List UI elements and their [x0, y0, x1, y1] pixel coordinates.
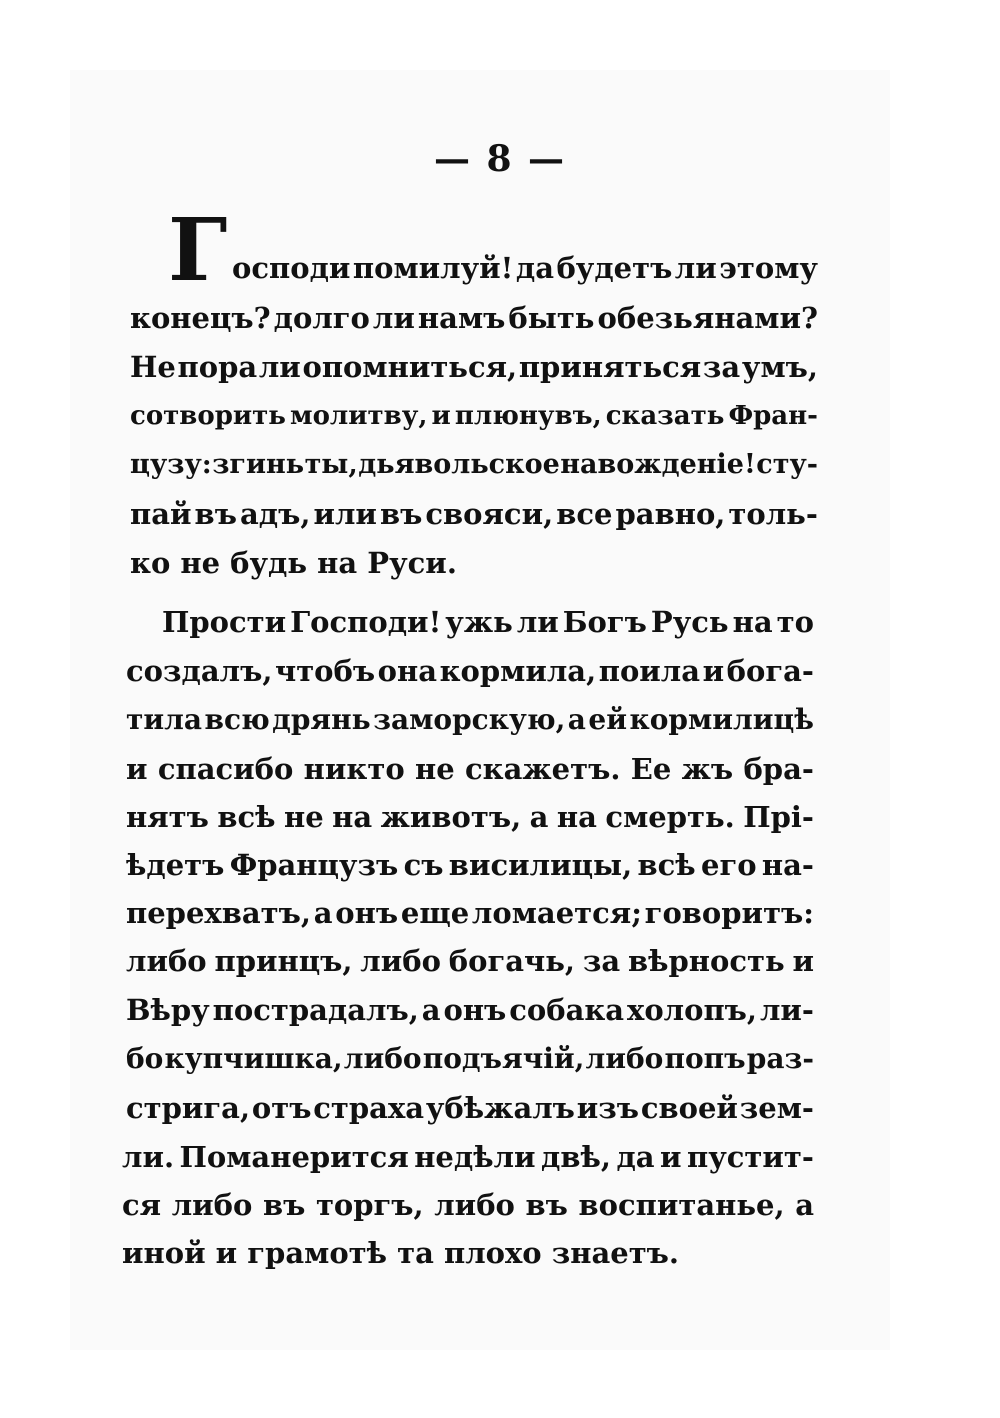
word: кормилицѣ	[629, 703, 814, 736]
word: и	[660, 1140, 682, 1174]
word: цузу:	[130, 449, 212, 480]
word: либо	[360, 944, 441, 978]
word: пустит-	[686, 1140, 814, 1174]
word: воспитанье,	[578, 1188, 785, 1222]
word: за	[582, 944, 621, 978]
word: животъ,	[380, 800, 522, 834]
word: ты,	[304, 449, 358, 480]
word: свояси,	[425, 497, 554, 531]
word: купчишка,	[164, 1042, 343, 1075]
word: приняться	[518, 350, 702, 384]
word: а	[795, 1188, 814, 1222]
word: жъ	[681, 752, 734, 786]
word: ли	[674, 251, 717, 285]
word: она	[377, 654, 438, 688]
word: умъ,	[741, 350, 818, 384]
word: долго	[273, 301, 370, 335]
word: конецъ?	[130, 301, 271, 335]
word: все	[556, 497, 613, 531]
word: да	[515, 251, 554, 285]
word: нятъ	[126, 800, 209, 834]
word: на	[556, 800, 597, 834]
word: недѣли	[414, 1140, 536, 1174]
word: згинь	[212, 449, 305, 480]
word: и	[126, 752, 148, 786]
word: на	[332, 800, 373, 834]
word: ли.	[122, 1140, 175, 1174]
word: Поманерится	[179, 1140, 409, 1174]
page-number: — 8 —	[433, 138, 567, 180]
word: осподи	[232, 251, 351, 285]
text-line	[126, 651, 814, 691]
text-line	[126, 1088, 814, 1128]
text-line	[126, 749, 814, 789]
word: и	[702, 654, 725, 688]
text-line	[126, 941, 814, 981]
word: намъ	[417, 301, 506, 335]
word: говоритъ:	[644, 896, 814, 930]
text-line	[126, 990, 814, 1030]
word: заморскую,	[373, 703, 566, 736]
word: всю	[204, 703, 270, 736]
word: раз-	[746, 1042, 814, 1075]
word: Фран-	[728, 401, 818, 431]
word: перехватъ,	[126, 896, 311, 930]
word: создалъ,	[126, 654, 273, 688]
word: на	[732, 605, 773, 639]
word: сказать	[605, 401, 725, 431]
word: будетъ	[556, 251, 673, 285]
text-line	[126, 1039, 814, 1079]
word: и	[431, 401, 451, 431]
word: Ее	[630, 752, 672, 786]
word: навожденіе!	[560, 449, 756, 480]
word: плюнувъ,	[454, 401, 602, 431]
word: своей	[640, 1091, 738, 1125]
text-line	[126, 700, 814, 740]
word: изъ	[576, 1091, 640, 1125]
text-line	[162, 602, 814, 642]
word: попъ	[664, 1042, 746, 1075]
word: а	[313, 896, 333, 930]
word: а	[421, 993, 441, 1027]
word: а	[567, 703, 586, 736]
word: Русь	[650, 605, 729, 639]
word: никто	[303, 752, 405, 786]
text-line	[130, 445, 818, 485]
word: стрига,	[126, 1091, 251, 1125]
text-line	[122, 1185, 814, 1225]
word: Не	[130, 350, 176, 384]
word: дрянь	[272, 703, 371, 736]
word: не	[283, 800, 324, 834]
word: ли	[258, 350, 301, 384]
word: ѣдетъ	[126, 848, 225, 882]
word: и	[792, 944, 814, 978]
word: либо	[171, 1188, 253, 1222]
word: бога-	[726, 654, 814, 688]
word: въ	[525, 1188, 568, 1222]
word: его	[701, 848, 757, 882]
word: Прі-	[743, 800, 814, 834]
word: пострадалъ,	[212, 993, 419, 1027]
word: да	[616, 1140, 655, 1174]
word: бра-	[743, 752, 814, 786]
text-line	[122, 1137, 814, 1177]
word: либо	[585, 1042, 664, 1075]
word: Господи!	[290, 605, 442, 639]
word: ли	[516, 605, 559, 639]
word: пай	[130, 497, 192, 531]
text-line	[130, 396, 818, 436]
word: сту-	[756, 449, 818, 480]
text-line	[130, 298, 818, 338]
word: пора	[177, 350, 258, 384]
word: убѣжалъ	[425, 1091, 575, 1125]
word: толь-	[728, 497, 818, 531]
word: въ	[379, 497, 423, 531]
word: а	[529, 800, 549, 834]
word: торгъ,	[315, 1188, 424, 1222]
text-line	[126, 797, 814, 837]
word: спасибо	[157, 752, 294, 786]
word: двѣ,	[541, 1140, 611, 1174]
word: Французъ	[229, 848, 399, 882]
word: принцъ,	[214, 944, 353, 978]
word: быть	[508, 301, 595, 335]
text-line	[232, 248, 818, 288]
text-line	[130, 347, 818, 387]
word: всѣ	[637, 848, 696, 882]
word: адъ,	[239, 497, 311, 531]
word: ужь	[445, 605, 513, 639]
text-line: иной и грамотѣ та плохо знаетъ.	[122, 1236, 680, 1270]
word: ей	[588, 703, 628, 736]
word: ли	[372, 301, 415, 335]
word: всѣ	[217, 800, 276, 834]
word: дьявольское	[358, 449, 560, 480]
word: богачь,	[448, 944, 576, 978]
word: не	[414, 752, 455, 786]
word: на-	[761, 848, 814, 882]
word: страха	[313, 1091, 425, 1125]
word: молитву,	[290, 401, 428, 431]
word: либо	[434, 1188, 515, 1222]
word: опомниться,	[302, 350, 518, 384]
word: зем-	[739, 1091, 814, 1125]
word: отъ	[251, 1091, 312, 1125]
word: собака	[509, 993, 625, 1027]
word: либо	[343, 1042, 422, 1075]
word: онъ	[335, 896, 399, 930]
word: онъ	[443, 993, 507, 1027]
word: еще	[400, 896, 470, 930]
word: ли-	[759, 993, 814, 1027]
word: холопъ,	[627, 993, 758, 1027]
word: Вѣру	[126, 993, 210, 1027]
word: въ	[194, 497, 237, 531]
word: смерть.	[605, 800, 735, 834]
word: помилуй!	[352, 251, 514, 285]
word: подъячій,	[422, 1042, 585, 1075]
word: бо	[126, 1042, 164, 1075]
word: обезьянами?	[597, 301, 818, 335]
text-line	[126, 893, 814, 933]
word: ломается;	[471, 896, 642, 930]
word: либо	[126, 944, 207, 978]
word: вѣрность	[627, 944, 785, 978]
word: ся	[122, 1188, 162, 1222]
word: чтобъ	[274, 654, 376, 688]
word: Прости	[162, 605, 287, 639]
word: кормила,	[439, 654, 597, 688]
word: сотворить	[130, 401, 286, 431]
word: Богъ	[562, 605, 647, 639]
text-line	[130, 494, 818, 534]
word: тила	[126, 703, 203, 736]
word: то	[776, 605, 814, 639]
word: въ	[262, 1188, 306, 1222]
word: скажетъ.	[464, 752, 621, 786]
text-line: ко не будь на Руси.	[130, 546, 457, 580]
word: равно,	[615, 497, 726, 531]
word: поила	[598, 654, 701, 688]
text-line	[126, 845, 814, 885]
word: съ	[403, 848, 444, 882]
word: висилицы,	[448, 848, 633, 882]
drop-cap: Г	[168, 200, 228, 301]
word: или	[313, 497, 377, 531]
word: этому	[719, 251, 818, 285]
word: за	[702, 350, 741, 384]
